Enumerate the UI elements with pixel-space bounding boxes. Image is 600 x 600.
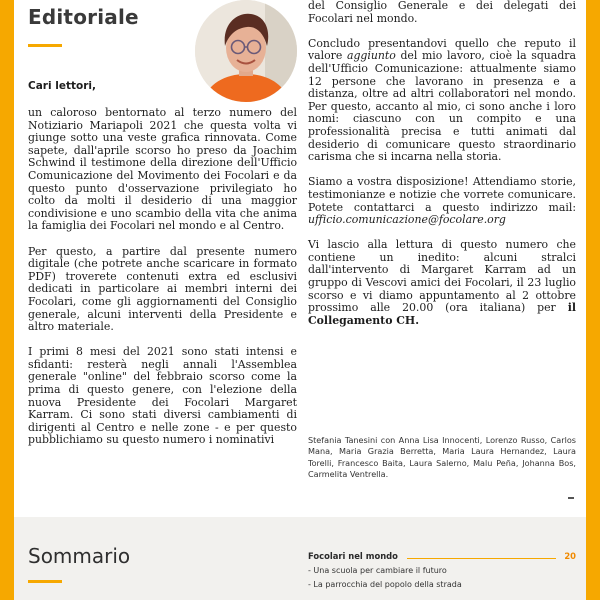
editorial-paragraph: I primi 8 mesi del 2021 sono stati intensi e sfidanti: resterà negli annali l'Assemblea generale "online" del febbraio scorso come la prima di questo genere, con l'elezione della nuova Presidente dei Focolari Margaret Karram. Ci sono stati diversi cambiamenti di dirigenti al Centro e nelle zone - e per questo pubblichiamo su questo numero i nominativi: [28, 345, 297, 447]
paragraph-text: Concludo presentandovi quello che reputo il valore: [308, 36, 576, 63]
editorial-right-column: [308, 0, 576, 340]
signature: Stefania Tanesini con Anna Lisa Innocenti, Lorenzo Russo, Carlos Mana, Maria Grazia Berretta, Maria Laura Hernandez, Laura Torelli, Francesco Baita, Laura Salerno, Malu Peña, Johanna Bos, Carmelita Ventrella.: [308, 435, 576, 479]
editorial-paragraph: [308, 239, 576, 327]
author-portrait: [195, 0, 297, 102]
email-link[interactable]: ufficio.comunicazione@focolare.org: [308, 213, 506, 227]
editorial-page: [14, 0, 586, 600]
paragraph-text: del mio lavoro, cioè la squadra dell'Ufficio Comunicazione: attualmente siamo 12 persone che lavorano in presenza e a distanza, oltre ad altri collaboratori nel mondo. Per questo, accanto al mio, ci sono anche i loro nomi: ciascuno con un compito e una professionalità precisa e tutti animati dal desiderio di comunicare questo straordinario carisma che si incarna nella storia.: [308, 49, 576, 164]
editorial-left-column: [28, 107, 297, 460]
toc-item[interactable]: - La parrocchia del popolo della strada: [308, 580, 462, 589]
toc-page-number: 20: [564, 551, 576, 561]
editorial-paragraph: [308, 176, 576, 226]
toc-item[interactable]: - Una scuola per cambiare il futuro: [308, 566, 447, 575]
sommario-title: Sommario: [28, 544, 131, 568]
greeting: Cari lettori,: [28, 80, 96, 92]
editorial-paragraph: [308, 38, 576, 164]
paragraph-text: Vi lascio alla lettura di questo numero che contiene un inedito: alcuni stralci dall'intervento di Margaret Karram ad un gruppo di Vescovi amici dei Focolari, il 23 luglio scorso e vi diamo appuntamento al 2 ottobre prossimo alle 20.00 (ora italiana) per: [308, 238, 576, 315]
editorial-paragraph: del Consiglio Generale e dei delegati dei Focolari nel mondo.: [308, 0, 576, 25]
title-underline: [28, 44, 62, 47]
page-title: Editoriale: [28, 5, 139, 29]
toc-leader-line: [407, 558, 556, 559]
bold-text: il Collegamento CH.: [308, 301, 576, 327]
editorial-paragraph: un caloroso bentornato al terzo numero del Notiziario Mariapoli 2021 che questa volta vi giunge sotto una veste grafica rinnovata. Come sapete, dall'aprile scorso ho preso da Joachim Schwind il testimone della direzione dell'Ufficio Comunicazione del Movimento dei Focolari e da questo punto d'osservazione privilegiato ho colto da molti il desiderio di una maggior condivisione e uno scambio della vita che anima la famiglia dei Focolari nel mondo e al Centro.: [28, 106, 297, 233]
paragraph-text: Siamo a vostra disposizione! Attendiamo storie, testimonianze e notizie che vorrete comunicare. Potete contattarci a questo indirizzo mail:: [308, 175, 576, 214]
divider: [568, 497, 574, 499]
sommario-underline: [28, 580, 62, 583]
emphasis-text: aggiunto: [346, 49, 396, 63]
toc-section-title: Focolari nel mondo: [308, 551, 398, 561]
editorial-paragraph: Per questo, a partire dal presente numero digitale (che potrete anche scaricare in formato PDF) troverete contenuti extra ed esclusivi dedicati in particolare ai membri interni dei Focolari, come gli aggiornamenti del Consiglio generale, alcuni interventi della Presidente e altro materiale.: [28, 244, 297, 334]
toc-section[interactable]: [308, 551, 576, 563]
